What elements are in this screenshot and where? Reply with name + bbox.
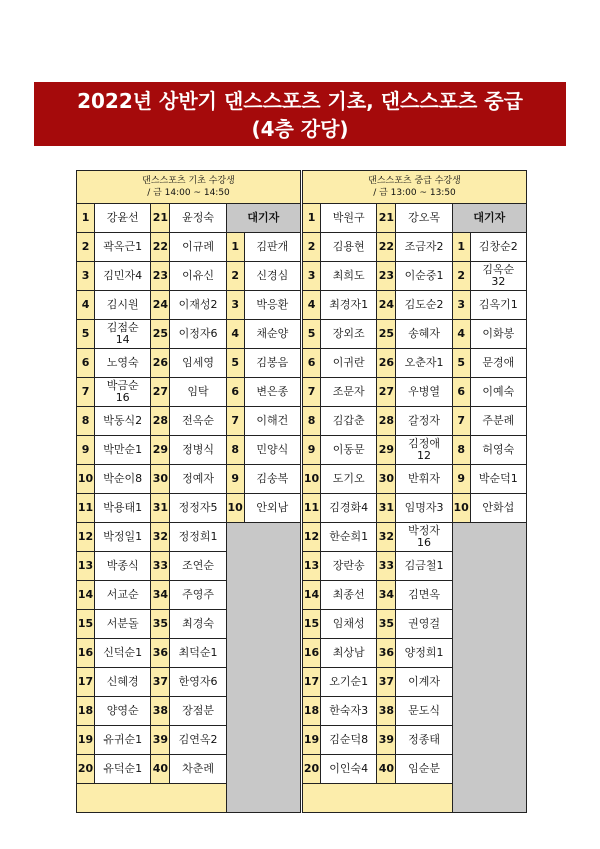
waitlist-number: 9 [452, 465, 470, 494]
student-name: 유덕순1 [95, 755, 151, 784]
student-name: 강윤선 [95, 204, 151, 233]
student-number: 21 [151, 204, 170, 233]
waitlist-number: 10 [452, 494, 470, 523]
waitlist-number: 1 [226, 233, 244, 262]
student-name: 박용태1 [95, 494, 151, 523]
student-name: 서분돌 [95, 610, 151, 639]
student-name: 조금자2 [396, 233, 452, 262]
student-name: 최경숙 [170, 610, 226, 639]
table-row [303, 378, 527, 407]
student-name: 양영순 [95, 697, 151, 726]
student-number: 28 [377, 407, 396, 436]
student-number: 7 [303, 378, 321, 407]
waitlist-name: 박응환 [244, 291, 300, 320]
student-number: 22 [377, 233, 396, 262]
table-row [77, 320, 301, 349]
student-number: 25 [151, 320, 170, 349]
table-row [303, 349, 527, 378]
waitlist-name: 문경애 [470, 349, 526, 378]
student-name: 정종태 [396, 726, 452, 755]
student-number: 19 [303, 726, 321, 755]
waitlist-header: 대기자 [452, 204, 526, 233]
waitlist-number: 9 [226, 465, 244, 494]
student-name: 최경자1 [321, 291, 377, 320]
student-number: 37 [377, 668, 396, 697]
student-name: 김순덕8 [321, 726, 377, 755]
student-number: 25 [377, 320, 396, 349]
student-name: 김금철1 [396, 552, 452, 581]
student-name: 이유신 [170, 262, 226, 291]
waitlist-name: 주분례 [470, 407, 526, 436]
waitlist-name: 김옥기1 [470, 291, 526, 320]
table-row [77, 349, 301, 378]
waitlist-number: 4 [226, 320, 244, 349]
table-row [303, 291, 527, 320]
waitlist-name: 변은종 [244, 378, 300, 407]
student-name: 윤정숙 [170, 204, 226, 233]
waitlist-number: 2 [226, 262, 244, 291]
student-name: 주영주 [170, 581, 226, 610]
student-name: 이재성2 [170, 291, 226, 320]
student-number: 23 [377, 262, 396, 291]
student-name: 반휘자 [396, 465, 452, 494]
student-number: 30 [151, 465, 170, 494]
student-number: 33 [377, 552, 396, 581]
waitlist-name: 김봉음 [244, 349, 300, 378]
student-number: 17 [303, 668, 321, 697]
table-row [77, 407, 301, 436]
student-number: 24 [377, 291, 396, 320]
student-name: 이순중1 [396, 262, 452, 291]
student-name: 노영숙 [95, 349, 151, 378]
student-number: 22 [151, 233, 170, 262]
waitlist-name: 이해건 [244, 407, 300, 436]
waitlist-empty-area [226, 523, 300, 813]
table-row [77, 291, 301, 320]
student-number: 5 [303, 320, 321, 349]
student-number: 19 [77, 726, 95, 755]
student-name: 김용현 [321, 233, 377, 262]
student-number: 6 [303, 349, 321, 378]
waitlist-number: 6 [452, 378, 470, 407]
waitlist-number: 4 [452, 320, 470, 349]
roster-header [77, 171, 301, 204]
student-name: 곽옥근1 [95, 233, 151, 262]
waitlist-name: 안화섭 [470, 494, 526, 523]
student-number: 16 [303, 639, 321, 668]
roster-header [303, 171, 527, 204]
table-row [77, 436, 301, 465]
student-name: 이귀란 [321, 349, 377, 378]
roster-header-time: / 금 13:00 ~ 13:50 [373, 188, 456, 198]
waitlist-number: 2 [452, 262, 470, 291]
student-name: 우병열 [396, 378, 452, 407]
student-number: 18 [77, 697, 95, 726]
student-number: 40 [377, 755, 396, 784]
waitlist-name: 김판개 [244, 233, 300, 262]
student-name: 정정자5 [170, 494, 226, 523]
student-name: 김면옥 [396, 581, 452, 610]
student-name: 이인숙4 [321, 755, 377, 784]
student-name: 유귀순1 [95, 726, 151, 755]
student-number: 14 [77, 581, 95, 610]
student-name: 도기오 [321, 465, 377, 494]
student-number: 2 [77, 233, 95, 262]
student-number: 20 [77, 755, 95, 784]
student-number: 20 [303, 755, 321, 784]
student-number: 9 [77, 436, 95, 465]
student-number: 8 [77, 407, 95, 436]
student-name: 한숙자3 [321, 697, 377, 726]
waitlist-number: 8 [452, 436, 470, 465]
student-name: 정예자 [170, 465, 226, 494]
student-number: 12 [303, 523, 321, 552]
student-name: 오기순1 [321, 668, 377, 697]
student-name: 임명자3 [396, 494, 452, 523]
student-number: 36 [151, 639, 170, 668]
table-row [303, 204, 527, 233]
student-name: 조문자 [321, 378, 377, 407]
student-name: 오춘자1 [396, 349, 452, 378]
student-number: 26 [377, 349, 396, 378]
student-name: 서교순 [95, 581, 151, 610]
student-name: 박정일1 [95, 523, 151, 552]
waitlist-number: 3 [452, 291, 470, 320]
student-number: 4 [77, 291, 95, 320]
student-name: 신덕순1 [95, 639, 151, 668]
student-name: 장점분 [170, 697, 226, 726]
waitlist-name: 박순덕1 [470, 465, 526, 494]
student-name: 신혜경 [95, 668, 151, 697]
student-name: 이규례 [170, 233, 226, 262]
student-number: 27 [151, 378, 170, 407]
student-number: 13 [77, 552, 95, 581]
student-name: 박정자 16 [396, 523, 452, 552]
student-name: 전옥순 [170, 407, 226, 436]
roster-header-time: / 금 14:00 ~ 14:50 [147, 188, 230, 198]
table-row [77, 262, 301, 291]
student-name: 김도순2 [396, 291, 452, 320]
waitlist-number: 1 [452, 233, 470, 262]
student-number: 34 [377, 581, 396, 610]
waitlist-number: 5 [226, 349, 244, 378]
student-number: 31 [377, 494, 396, 523]
student-number: 11 [303, 494, 321, 523]
student-name: 김정애 12 [396, 436, 452, 465]
student-name: 권영걸 [396, 610, 452, 639]
footer-cell [303, 784, 453, 813]
student-name: 최상남 [321, 639, 377, 668]
student-number: 30 [377, 465, 396, 494]
student-number: 29 [151, 436, 170, 465]
table-row [303, 523, 527, 552]
student-number: 21 [377, 204, 396, 233]
waitlist-name: 이예숙 [470, 378, 526, 407]
page-title-banner [34, 82, 566, 146]
student-number: 5 [77, 320, 95, 349]
waitlist-name: 신경심 [244, 262, 300, 291]
student-name: 김민자4 [95, 262, 151, 291]
student-name: 조연순 [170, 552, 226, 581]
student-number: 10 [303, 465, 321, 494]
table-row [303, 407, 527, 436]
title-line-1: 2022년 상반기 댄스스포츠 기초, 댄스스포츠 중급 [77, 89, 523, 113]
student-name: 김시원 [95, 291, 151, 320]
student-name: 최덕순1 [170, 639, 226, 668]
student-number: 1 [77, 204, 95, 233]
student-number: 3 [303, 262, 321, 291]
basic-class-roster [76, 170, 301, 813]
table-row [77, 233, 301, 262]
student-number: 39 [377, 726, 396, 755]
student-number: 11 [77, 494, 95, 523]
waitlist-number: 7 [226, 407, 244, 436]
student-name: 송혜자 [396, 320, 452, 349]
student-name: 차춘례 [170, 755, 226, 784]
student-number: 33 [151, 552, 170, 581]
table-row [77, 465, 301, 494]
student-name: 최희도 [321, 262, 377, 291]
table-row [77, 523, 301, 552]
student-name: 이동문 [321, 436, 377, 465]
student-number: 12 [77, 523, 95, 552]
student-name: 임순분 [396, 755, 452, 784]
student-number: 35 [377, 610, 396, 639]
student-number: 2 [303, 233, 321, 262]
student-number: 24 [151, 291, 170, 320]
student-name: 최종선 [321, 581, 377, 610]
student-name: 갈정자 [396, 407, 452, 436]
student-name: 임채성 [321, 610, 377, 639]
student-number: 32 [377, 523, 396, 552]
student-name: 김갑춘 [321, 407, 377, 436]
student-number: 38 [151, 697, 170, 726]
table-row [77, 204, 301, 233]
student-name: 한순희1 [321, 523, 377, 552]
student-number: 15 [303, 610, 321, 639]
student-name: 정정희1 [170, 523, 226, 552]
student-number: 10 [77, 465, 95, 494]
waitlist-number: 6 [226, 378, 244, 407]
student-number: 34 [151, 581, 170, 610]
student-number: 26 [151, 349, 170, 378]
student-number: 38 [377, 697, 396, 726]
waitlist-name: 민양식 [244, 436, 300, 465]
student-number: 29 [377, 436, 396, 465]
student-name: 장외조 [321, 320, 377, 349]
intermediate-class-roster [302, 170, 527, 813]
student-name: 박원구 [321, 204, 377, 233]
student-name: 이계자 [396, 668, 452, 697]
student-name: 박만순1 [95, 436, 151, 465]
waitlist-number: 5 [452, 349, 470, 378]
student-number: 15 [77, 610, 95, 639]
student-number: 35 [151, 610, 170, 639]
waitlist-name: 김송복 [244, 465, 300, 494]
waitlist-name: 김옥순 32 [470, 262, 526, 291]
title-line-2: (4층 강당) [251, 117, 349, 141]
waitlist-name: 허영숙 [470, 436, 526, 465]
student-name: 문도식 [396, 697, 452, 726]
waitlist-empty-area [452, 523, 526, 813]
student-number: 9 [303, 436, 321, 465]
student-name: 장란송 [321, 552, 377, 581]
student-number: 8 [303, 407, 321, 436]
student-number: 40 [151, 755, 170, 784]
student-number: 28 [151, 407, 170, 436]
table-row [303, 320, 527, 349]
table-row [77, 378, 301, 407]
student-name: 양정희1 [396, 639, 452, 668]
table-row [303, 465, 527, 494]
student-number: 6 [77, 349, 95, 378]
student-number: 3 [77, 262, 95, 291]
student-name: 박순이8 [95, 465, 151, 494]
waitlist-name: 이화봉 [470, 320, 526, 349]
table-row [303, 233, 527, 262]
student-name: 임탁 [170, 378, 226, 407]
student-number: 36 [377, 639, 396, 668]
waitlist-name: 김창순2 [470, 233, 526, 262]
waitlist-header: 대기자 [226, 204, 300, 233]
waitlist-name: 채순양 [244, 320, 300, 349]
student-number: 31 [151, 494, 170, 523]
waitlist-number: 8 [226, 436, 244, 465]
footer-cell [77, 784, 227, 813]
student-number: 17 [77, 668, 95, 697]
student-name: 박종식 [95, 552, 151, 581]
student-name: 정병식 [170, 436, 226, 465]
table-row [77, 494, 301, 523]
student-name: 한영자6 [170, 668, 226, 697]
student-name: 박동식2 [95, 407, 151, 436]
waitlist-number: 10 [226, 494, 244, 523]
student-number: 39 [151, 726, 170, 755]
student-name: 박금순 16 [95, 378, 151, 407]
student-name: 강오목 [396, 204, 452, 233]
table-row [303, 494, 527, 523]
student-number: 32 [151, 523, 170, 552]
student-number: 18 [303, 697, 321, 726]
student-number: 16 [77, 639, 95, 668]
student-name: 김경화4 [321, 494, 377, 523]
student-number: 37 [151, 668, 170, 697]
student-number: 23 [151, 262, 170, 291]
table-row [303, 436, 527, 465]
roster-header-title: 댄스스포츠 기초 수강생 [142, 176, 235, 186]
student-number: 14 [303, 581, 321, 610]
student-number: 4 [303, 291, 321, 320]
student-name: 임세영 [170, 349, 226, 378]
waitlist-name: 안외남 [244, 494, 300, 523]
roster-header-title: 댄스스포츠 중급 수강생 [368, 176, 461, 186]
waitlist-number: 7 [452, 407, 470, 436]
student-number: 7 [77, 378, 95, 407]
table-row [303, 262, 527, 291]
student-number: 1 [303, 204, 321, 233]
student-name: 이정자6 [170, 320, 226, 349]
student-name: 김점순 14 [95, 320, 151, 349]
student-name: 김연옥2 [170, 726, 226, 755]
waitlist-number: 3 [226, 291, 244, 320]
student-number: 27 [377, 378, 396, 407]
student-number: 13 [303, 552, 321, 581]
